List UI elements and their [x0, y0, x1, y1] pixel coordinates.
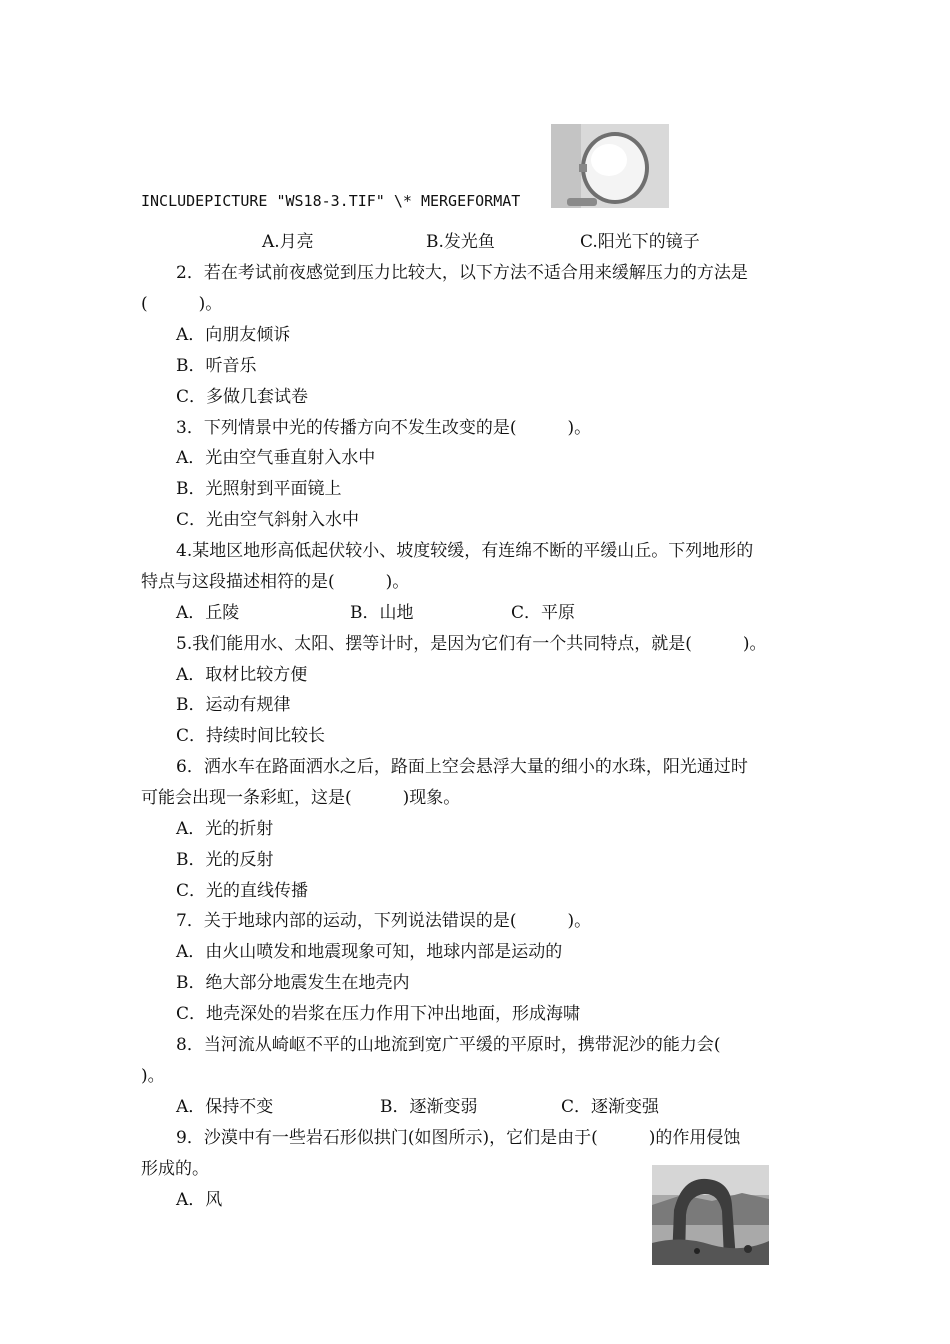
q9-stem-line1: 9．沙漠中有一些岩石形似拱门(如图所示)，它们是由于( )的作用侵蚀 — [176, 1128, 741, 1148]
q2-option-b: B．听音乐 — [176, 356, 257, 376]
q8-stem-line1: 8．当河流从崎岖不平的山地流到宽广平缓的平原时，携带泥沙的能力会( — [176, 1035, 721, 1055]
q8-option-c: C．逐渐变强 — [561, 1097, 660, 1117]
q8-option-a: A．保持不变 — [176, 1097, 274, 1117]
q6-option-b: B．光的反射 — [176, 850, 274, 870]
q1-option-b: B.发光鱼 — [426, 232, 495, 252]
q2-stem-line1: 2．若在考试前夜感觉到压力比较大，以下方法不适合用来缓解压力的方法是 — [176, 263, 748, 283]
q3-option-b: B．光照射到平面镜上 — [176, 479, 342, 499]
q7-option-a: A．由火山喷发和地震现象可知，地球内部是运动的 — [176, 942, 563, 962]
q2-stem-line2: ( )。 — [141, 294, 223, 314]
q3-option-c: C．光由空气斜射入水中 — [176, 510, 360, 530]
q7-option-c: C．地壳深处的岩浆在压力作用下冲出地面，形成海啸 — [176, 1004, 581, 1024]
q1-option-a: A.月亮 — [262, 232, 314, 252]
q4-option-c: C．平原 — [511, 603, 576, 623]
q7-option-b: B．绝大部分地震发生在地壳内 — [176, 973, 410, 993]
q5-option-c: C．持续时间比较长 — [176, 726, 326, 746]
q4-stem-line2: 特点与这段描述相符的是( )。 — [141, 572, 410, 592]
q9-stem-line2: 形成的。 — [141, 1159, 209, 1179]
rock-arch-photo — [652, 1165, 769, 1265]
q6-option-c: C．光的直线传播 — [176, 881, 309, 901]
include-picture-field: INCLUDEPICTURE "WS18-3.TIF" \* MERGEFORMAT — [141, 192, 521, 210]
q2-option-c: C．多做几套试卷 — [176, 387, 309, 407]
mirror-photo — [551, 124, 669, 208]
q9-option-a: A．风 — [176, 1190, 223, 1210]
q7-stem: 7．关于地球内部的运动，下列说法错误的是( )。 — [176, 911, 592, 931]
q4-option-b: B．山地 — [350, 603, 414, 623]
q6-option-a: A．光的折射 — [176, 819, 274, 839]
q5-option-a: A．取材比较方便 — [176, 665, 308, 685]
q2-option-a: A．向朋友倾诉 — [176, 325, 291, 345]
q4-option-a: A．丘陵 — [176, 603, 240, 623]
q1-option-c: C.阳光下的镜子 — [580, 232, 700, 252]
q8-option-b: B．逐渐变弱 — [380, 1097, 478, 1117]
q4-stem-line1: 4.某地区地形高低起伏较小、坡度较缓，有连绵不断的平缓山丘。下列地形的 — [176, 541, 754, 561]
q5-option-b: B．运动有规律 — [176, 695, 291, 715]
q3-option-a: A．光由空气垂直射入水中 — [176, 448, 376, 468]
q8-stem-line2: )。 — [141, 1066, 165, 1086]
q5-stem: 5.我们能用水、太阳、摆等计时，是因为它们有一个共同特点，就是( )。 — [176, 634, 767, 654]
q3-stem: 3．下列情景中光的传播方向不发生改变的是( )。 — [176, 418, 592, 438]
q6-stem-line1: 6．洒水车在路面洒水之后，路面上空会悬浮大量的细小的水珠，阳光通过时 — [176, 757, 748, 777]
q6-stem-line2: 可能会出现一条彩虹，这是( )现象。 — [141, 788, 461, 808]
